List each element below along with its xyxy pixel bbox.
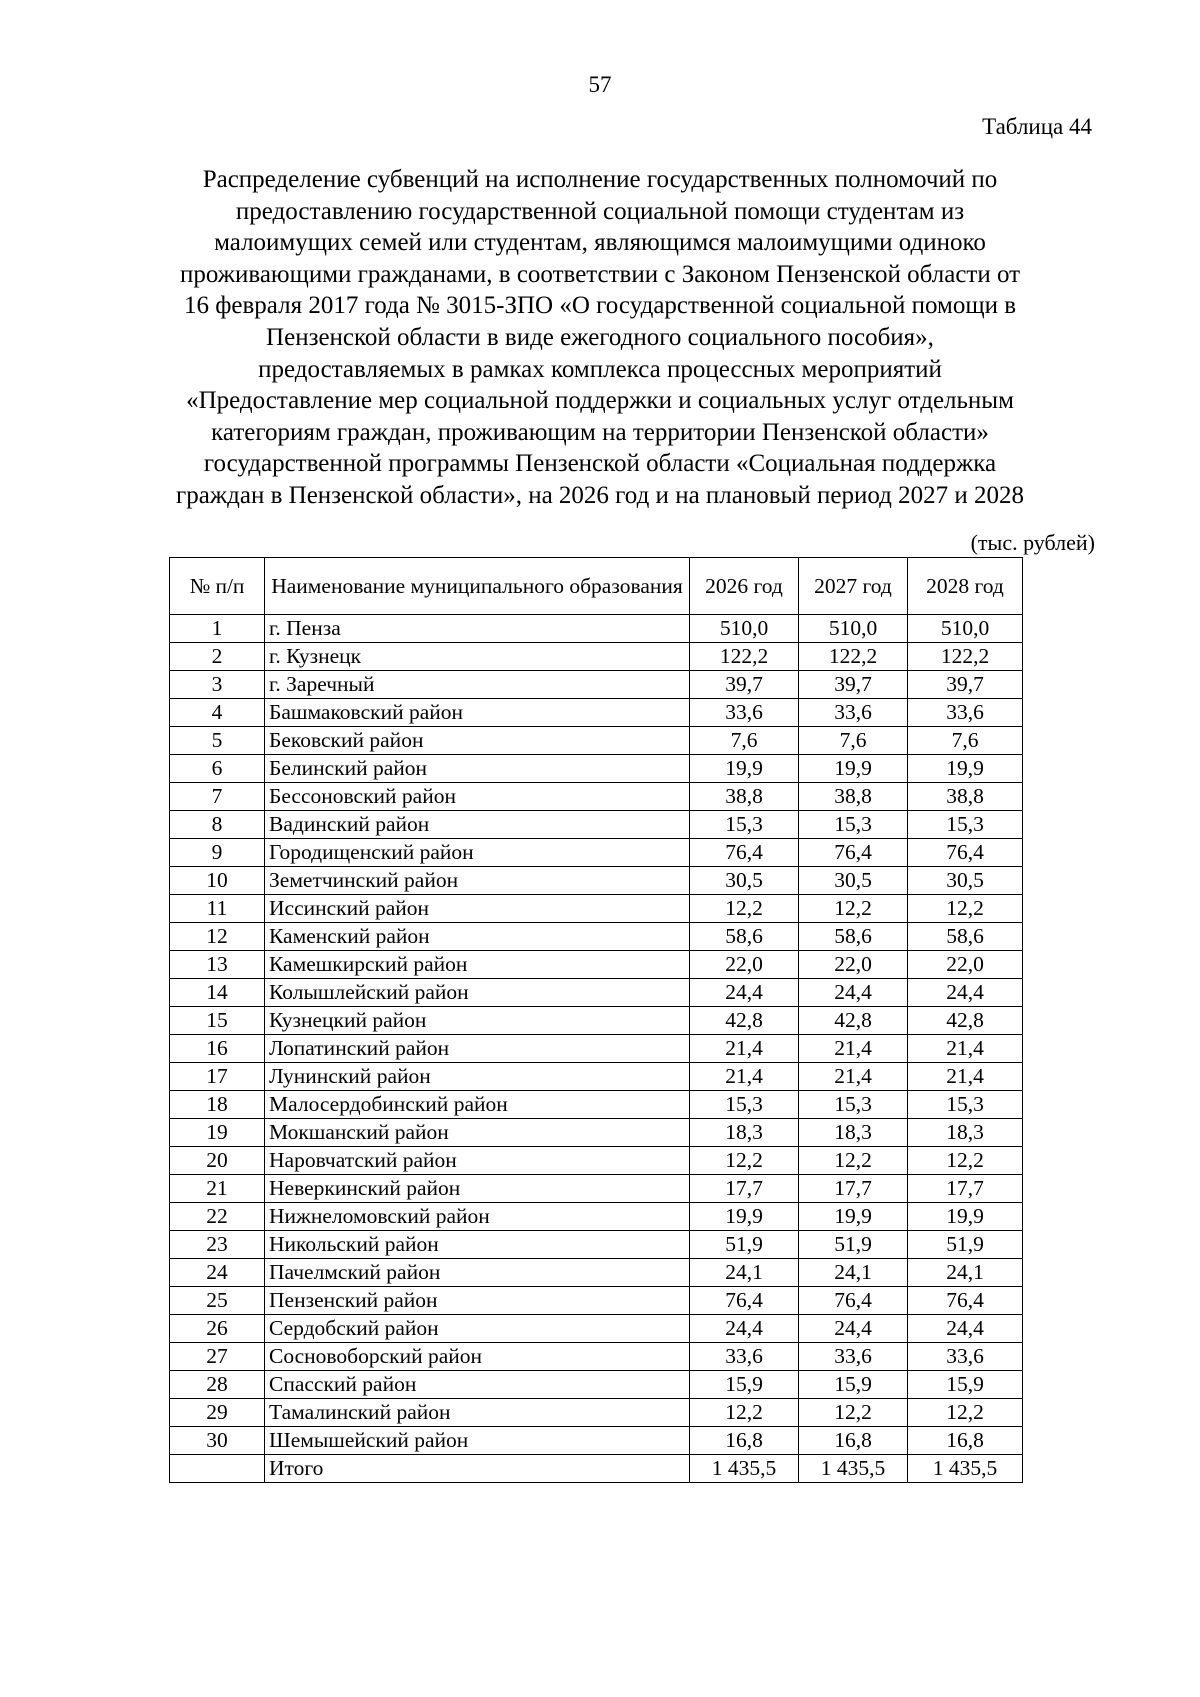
cell-y2026: 51,9 — [690, 1231, 799, 1259]
cell-no: 27 — [170, 1343, 265, 1371]
cell-y2028: 15,9 — [908, 1371, 1023, 1399]
cell-name: Лопатинский район — [265, 1035, 690, 1063]
cell-y2028: 7,6 — [908, 727, 1023, 755]
cell-no: 6 — [170, 755, 265, 783]
cell-no: 17 — [170, 1063, 265, 1091]
units-label: (тыс. рублей) — [970, 530, 1095, 555]
table-row — [170, 1287, 1023, 1315]
cell-y2026: 7,6 — [690, 727, 799, 755]
cell-y2027: 15,3 — [799, 811, 908, 839]
cell-no: 20 — [170, 1147, 265, 1175]
table-row — [170, 951, 1023, 979]
cell-no: 12 — [170, 923, 265, 951]
cell-no: 10 — [170, 867, 265, 895]
table-row — [170, 867, 1023, 895]
cell-y2027: 21,4 — [799, 1035, 908, 1063]
cell-no: 3 — [170, 671, 265, 699]
cell-name: Каменский район — [265, 923, 690, 951]
cell-name: Наровчатский район — [265, 1147, 690, 1175]
table-row — [170, 643, 1023, 671]
cell-y2028: 17,7 — [908, 1175, 1023, 1203]
cell-y2026: 24,1 — [690, 1259, 799, 1287]
table-row — [170, 1035, 1023, 1063]
table-row — [170, 1091, 1023, 1119]
cell-no: 26 — [170, 1315, 265, 1343]
cell-y2027: 12,2 — [799, 1399, 908, 1427]
title-line: категориям граждан, проживающим на территории Пензенской области» — [211, 418, 989, 446]
table-row — [170, 727, 1023, 755]
cell-y2027: 19,9 — [799, 755, 908, 783]
cell-name: Сердобский район — [265, 1315, 690, 1343]
cell-no: 24 — [170, 1259, 265, 1287]
table-row — [170, 811, 1023, 839]
cell-y2028: 15,3 — [908, 1091, 1023, 1119]
table-row — [170, 615, 1023, 643]
table-row — [170, 1147, 1023, 1175]
cell-y2027: 38,8 — [799, 783, 908, 811]
cell-no: 13 — [170, 951, 265, 979]
cell-y2026: 510,0 — [690, 615, 799, 643]
cell-y2026: 122,2 — [690, 643, 799, 671]
cell-name: Иссинский район — [265, 895, 690, 923]
cell-y2026: 12,2 — [690, 1147, 799, 1175]
subventions-table — [169, 557, 1023, 1483]
cell-y2026: 21,4 — [690, 1063, 799, 1091]
table-row — [170, 923, 1023, 951]
cell-y2026: 17,7 — [690, 1175, 799, 1203]
cell-y2027: 12,2 — [799, 1147, 908, 1175]
cell-no: 9 — [170, 839, 265, 867]
header-no: № п/п — [170, 558, 265, 615]
cell-y2026: 33,6 — [690, 699, 799, 727]
cell-y2027: 58,6 — [799, 923, 908, 951]
cell-y2028: 16,8 — [908, 1427, 1023, 1455]
cell-name: г. Кузнецк — [265, 643, 690, 671]
title-line: предоставлению государственной социальной помощи студентам из — [235, 197, 965, 225]
cell-y2027: 22,0 — [799, 951, 908, 979]
title-line: граждан в Пензенской области», на 2026 год и на плановый период 2027 и 2028 — [176, 481, 1024, 509]
title-line: 16 февраля 2017 года № 3015-ЗПО «О государственной социальной помощи в — [183, 292, 1017, 320]
cell-y2026: 15,3 — [690, 1091, 799, 1119]
cell-y2028: 39,7 — [908, 671, 1023, 699]
cell-no: 25 — [170, 1287, 265, 1315]
title-line: малоимущих семей или студентам, являющимся малоимущими одиноко — [214, 229, 986, 257]
cell-y2026: 42,8 — [690, 1007, 799, 1035]
cell-y2027: 21,4 — [799, 1063, 908, 1091]
cell-name: Итого — [265, 1455, 690, 1483]
table-row — [170, 1175, 1023, 1203]
table-row — [170, 895, 1023, 923]
cell-no — [170, 1455, 265, 1483]
page-number: 57 — [588, 72, 612, 97]
cell-no: 16 — [170, 1035, 265, 1063]
cell-y2027: 16,8 — [799, 1427, 908, 1455]
cell-y2026: 16,8 — [690, 1427, 799, 1455]
cell-no: 5 — [170, 727, 265, 755]
cell-y2026: 22,0 — [690, 951, 799, 979]
table-row — [170, 1007, 1023, 1035]
table-row — [170, 1427, 1023, 1455]
title-line: государственной программы Пензенской области «Социальная поддержка — [203, 450, 997, 478]
cell-y2028: 122,2 — [908, 643, 1023, 671]
cell-y2028: 58,6 — [908, 923, 1023, 951]
cell-name: Пачелмский район — [265, 1259, 690, 1287]
cell-no: 14 — [170, 979, 265, 1007]
cell-no: 4 — [170, 699, 265, 727]
table-row — [170, 1315, 1023, 1343]
title-line: проживающими гражданами, в соответствии с Законом Пензенской области от — [179, 260, 1021, 288]
cell-y2027: 12,2 — [799, 895, 908, 923]
total-row — [170, 1455, 1023, 1483]
title-line: предоставляемых в рамках комплекса процессных мероприятий — [258, 355, 942, 383]
header-name: Наименование муниципального образования — [265, 558, 690, 615]
cell-y2027: 42,8 — [799, 1007, 908, 1035]
header-2027: 2027 год — [799, 558, 908, 615]
cell-y2026: 30,5 — [690, 867, 799, 895]
table-row — [170, 755, 1023, 783]
cell-y2027: 76,4 — [799, 839, 908, 867]
cell-y2027: 24,4 — [799, 979, 908, 1007]
cell-y2026: 19,9 — [690, 755, 799, 783]
table-row — [170, 1203, 1023, 1231]
table-row — [170, 1063, 1023, 1091]
cell-y2027: 24,4 — [799, 1315, 908, 1343]
cell-y2028: 1 435,5 — [908, 1455, 1023, 1483]
cell-y2026: 12,2 — [690, 895, 799, 923]
cell-y2026: 39,7 — [690, 671, 799, 699]
cell-name: Земетчинский район — [265, 867, 690, 895]
cell-name: Бессоновский район — [265, 783, 690, 811]
cell-name: Кузнецкий район — [265, 1007, 690, 1035]
cell-name: Сосновоборский район — [265, 1343, 690, 1371]
table-row — [170, 699, 1023, 727]
cell-name: Неверкинский район — [265, 1175, 690, 1203]
cell-name: Мокшанский район — [265, 1119, 690, 1147]
cell-name: Спасский район — [265, 1371, 690, 1399]
table-row — [170, 1259, 1023, 1287]
cell-name: Лунинский район — [265, 1063, 690, 1091]
cell-y2028: 33,6 — [908, 699, 1023, 727]
cell-y2026: 15,3 — [690, 811, 799, 839]
cell-y2028: 19,9 — [908, 1203, 1023, 1231]
table-row — [170, 979, 1023, 1007]
cell-name: Колышлейский район — [265, 979, 690, 1007]
cell-y2028: 24,4 — [908, 979, 1023, 1007]
table-label: Таблица 44 — [982, 114, 1092, 139]
cell-y2026: 18,3 — [690, 1119, 799, 1147]
cell-y2026: 19,9 — [690, 1203, 799, 1231]
table-row — [170, 1231, 1023, 1259]
cell-y2027: 18,3 — [799, 1119, 908, 1147]
cell-y2028: 21,4 — [908, 1063, 1023, 1091]
cell-name: Вадинский район — [265, 811, 690, 839]
cell-name: Башмаковский район — [265, 699, 690, 727]
cell-no: 11 — [170, 895, 265, 923]
cell-y2028: 24,4 — [908, 1315, 1023, 1343]
cell-name: Никольский район — [265, 1231, 690, 1259]
table-row — [170, 1119, 1023, 1147]
cell-y2028: 38,8 — [908, 783, 1023, 811]
cell-name: Белинский район — [265, 755, 690, 783]
title-line: «Предоставление мер социальной поддержки и социальных услуг отдельным — [186, 387, 1014, 415]
cell-y2026: 58,6 — [690, 923, 799, 951]
cell-y2028: 24,1 — [908, 1259, 1023, 1287]
cell-name: г. Заречный — [265, 671, 690, 699]
cell-y2027: 30,5 — [799, 867, 908, 895]
cell-y2027: 39,7 — [799, 671, 908, 699]
table-row — [170, 1371, 1023, 1399]
cell-y2028: 33,6 — [908, 1343, 1023, 1371]
cell-y2026: 24,4 — [690, 1315, 799, 1343]
cell-name: Городищенский район — [265, 839, 690, 867]
cell-name: Камешкирский район — [265, 951, 690, 979]
cell-no: 1 — [170, 615, 265, 643]
cell-y2027: 15,3 — [799, 1091, 908, 1119]
table-row — [170, 1399, 1023, 1427]
table-row — [170, 783, 1023, 811]
cell-no: 19 — [170, 1119, 265, 1147]
cell-y2026: 38,8 — [690, 783, 799, 811]
cell-name: Тамалинский район — [265, 1399, 690, 1427]
cell-y2028: 510,0 — [908, 615, 1023, 643]
cell-y2027: 15,9 — [799, 1371, 908, 1399]
cell-y2026: 24,4 — [690, 979, 799, 1007]
cell-y2028: 22,0 — [908, 951, 1023, 979]
cell-no: 21 — [170, 1175, 265, 1203]
cell-y2026: 76,4 — [690, 1287, 799, 1315]
cell-name: Пензенский район — [265, 1287, 690, 1315]
cell-no: 8 — [170, 811, 265, 839]
title-line: Пензенской области в виде ежегодного социального пособия», — [266, 323, 934, 351]
cell-y2027: 76,4 — [799, 1287, 908, 1315]
table-header-row — [170, 558, 1023, 615]
cell-y2027: 33,6 — [799, 1343, 908, 1371]
document-title — [100, 164, 1100, 512]
cell-y2026: 12,2 — [690, 1399, 799, 1427]
cell-y2028: 12,2 — [908, 1147, 1023, 1175]
header-2026: 2026 год — [690, 558, 799, 615]
cell-y2027: 17,7 — [799, 1175, 908, 1203]
title-line: Распределение субвенций на исполнение государственных полномочий по — [202, 166, 998, 193]
cell-name: Бековский район — [265, 727, 690, 755]
cell-y2026: 33,6 — [690, 1343, 799, 1371]
cell-no: 22 — [170, 1203, 265, 1231]
cell-y2028: 12,2 — [908, 895, 1023, 923]
cell-y2027: 24,1 — [799, 1259, 908, 1287]
cell-y2028: 12,2 — [908, 1399, 1023, 1427]
cell-name: г. Пенза — [265, 615, 690, 643]
cell-no: 15 — [170, 1007, 265, 1035]
cell-y2027: 122,2 — [799, 643, 908, 671]
cell-name: Шемышейский район — [265, 1427, 690, 1455]
table-row — [170, 671, 1023, 699]
cell-y2027: 51,9 — [799, 1231, 908, 1259]
cell-no: 2 — [170, 643, 265, 671]
cell-y2028: 15,3 — [908, 811, 1023, 839]
cell-name: Малосердобинский район — [265, 1091, 690, 1119]
cell-no: 30 — [170, 1427, 265, 1455]
cell-y2028: 18,3 — [908, 1119, 1023, 1147]
cell-y2027: 1 435,5 — [799, 1455, 908, 1483]
cell-no: 7 — [170, 783, 265, 811]
cell-y2028: 51,9 — [908, 1231, 1023, 1259]
cell-no: 29 — [170, 1399, 265, 1427]
table-row — [170, 1343, 1023, 1371]
cell-y2028: 76,4 — [908, 1287, 1023, 1315]
header-2028: 2028 год — [908, 558, 1023, 615]
cell-y2028: 42,8 — [908, 1007, 1023, 1035]
cell-y2026: 21,4 — [690, 1035, 799, 1063]
cell-no: 18 — [170, 1091, 265, 1119]
cell-y2027: 33,6 — [799, 699, 908, 727]
cell-y2027: 510,0 — [799, 615, 908, 643]
cell-name: Нижнеломовский район — [265, 1203, 690, 1231]
cell-y2028: 21,4 — [908, 1035, 1023, 1063]
table-row — [170, 839, 1023, 867]
cell-y2026: 1 435,5 — [690, 1455, 799, 1483]
cell-no: 28 — [170, 1371, 265, 1399]
cell-y2028: 30,5 — [908, 867, 1023, 895]
cell-y2026: 76,4 — [690, 839, 799, 867]
cell-y2026: 15,9 — [690, 1371, 799, 1399]
cell-y2028: 76,4 — [908, 839, 1023, 867]
cell-y2028: 19,9 — [908, 755, 1023, 783]
cell-y2027: 19,9 — [799, 1203, 908, 1231]
cell-no: 23 — [170, 1231, 265, 1259]
cell-y2027: 7,6 — [799, 727, 908, 755]
